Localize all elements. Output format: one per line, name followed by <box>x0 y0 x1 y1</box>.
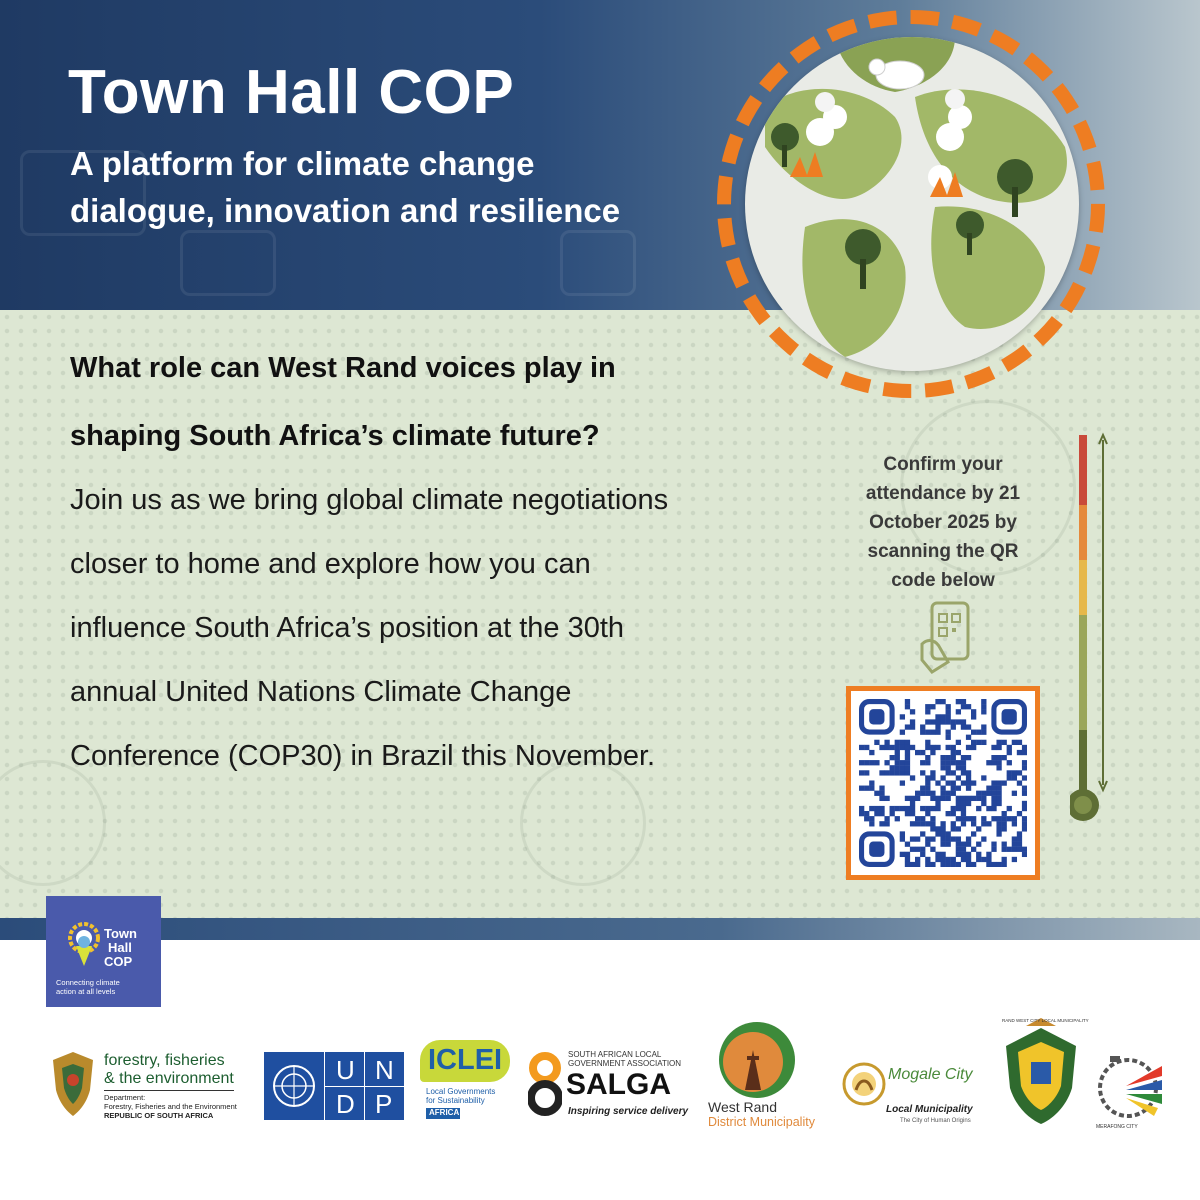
earth-illustration <box>745 37 1079 371</box>
question-line2: shaping South Africa’s climate future? <box>70 420 600 452</box>
undp-logo <box>264 1052 404 1120</box>
rand-west-ring-text: RAND WEST CITY LOCAL MUNICIPALITY <box>1002 1018 1089 1023</box>
qr-finder-pattern <box>862 702 893 733</box>
phone-scan-icon <box>918 600 974 676</box>
thermometer-icon <box>1070 430 1110 830</box>
logo-word-hall: Hall <box>108 940 132 955</box>
rsvp-instructions <box>848 450 1038 595</box>
page-subtitle-line2: dialogue, innovation and resilience <box>70 192 621 229</box>
rsvp-line-5: code below <box>891 570 995 591</box>
west-rand-name-line1: West Rand <box>708 1099 777 1115</box>
salga-top-line2: GOVERNMENT ASSOCIATION <box>568 1059 682 1068</box>
logo-tagline <box>56 978 151 996</box>
merafong-gear-icon <box>1096 1046 1166 1130</box>
un-emblem-icon <box>264 1052 324 1120</box>
logo-tagline-line2: action at all levels <box>56 987 116 996</box>
logo-word-town: Town <box>104 926 137 941</box>
west-rand-logo <box>704 1020 834 1130</box>
background-chart-icon <box>180 230 276 296</box>
undp-letter-p: P <box>375 1089 393 1119</box>
undp-letter-n: N <box>375 1055 394 1085</box>
west-rand-name-line2: District Municipality <box>708 1115 815 1129</box>
iclei-name: ICLEI <box>428 1044 503 1076</box>
rsvp-line-4: scanning the QR <box>867 541 1019 562</box>
mogale-tagline: The City of Human Origins <box>900 1118 971 1124</box>
undp-separator-v2 <box>364 1052 365 1120</box>
rand-west-crest-icon <box>996 1018 1086 1128</box>
salga-tagline: Inspiring service delivery <box>568 1106 689 1117</box>
logo-tagline-line1: Connecting climate <box>56 978 120 987</box>
rand-west-city-logo <box>996 1018 1089 1128</box>
body-line-2: closer to home and explore how you can <box>70 548 591 580</box>
dffe-name-line1: forestry, fisheries <box>104 1052 225 1069</box>
iclei-region: AFRICA <box>429 1108 460 1117</box>
iclei-logo <box>420 1040 512 1122</box>
background-document-icon <box>560 230 636 296</box>
body-line-1: Join us as we bring global climate negotiations <box>70 484 669 516</box>
undp-letter-u: U <box>336 1055 355 1085</box>
coat-of-arms-icon <box>48 1050 98 1120</box>
salga-eight-icon <box>528 1050 562 1118</box>
qr-code-pattern[interactable] <box>859 699 1027 867</box>
dffe-country: REPUBLIC OF SOUTH AFRICA <box>104 1111 214 1120</box>
merafong-city-logo <box>1096 1046 1166 1130</box>
town-hall-cop-logo <box>46 896 161 1007</box>
body-line-4: annual United Nations Climate Change <box>70 676 572 708</box>
divider-bar <box>0 918 1200 940</box>
logo-word-cop: COP <box>104 954 133 969</box>
salga-logo <box>528 1048 688 1122</box>
page-subtitle-line1: A platform for climate change <box>70 145 535 182</box>
question-line1: What role can West Rand voices play in <box>70 352 616 384</box>
background-gear-icon <box>0 760 106 886</box>
background-clock-icon <box>520 760 646 886</box>
iclei-tag-line2: for Sustainability <box>426 1096 485 1105</box>
merafong-ring-text: MERAFONG CITY <box>1096 1124 1138 1130</box>
rsvp-line-3: October 2025 by <box>869 512 1017 533</box>
iclei-tag-line1: Local Governments <box>426 1087 496 1096</box>
mogale-name: Mogale City <box>888 1066 973 1083</box>
mogale-subtitle: Local Municipality <box>886 1104 973 1115</box>
qr-finder-pattern <box>994 702 1025 733</box>
salga-top-line1: SOUTH AFRICAN LOCAL <box>568 1050 662 1059</box>
mogale-emblem-icon <box>842 1060 886 1110</box>
earth-continents-icon <box>745 37 1079 371</box>
qr-finder-pattern <box>862 834 893 865</box>
dffe-name-line2: & the environment <box>104 1070 234 1087</box>
dffe-divider <box>104 1090 234 1091</box>
qr-code[interactable] <box>846 686 1040 880</box>
dffe-logo <box>48 1050 248 1120</box>
dffe-dept-label: Department: <box>104 1093 146 1102</box>
page-title: Town Hall COP <box>68 58 515 127</box>
west-rand-emblem-icon <box>707 1020 807 1098</box>
dffe-dept-name: Forestry, Fisheries and the Environment <box>104 1102 237 1111</box>
body-line-5: Conference (COP30) in Brazil this November. <box>70 740 656 772</box>
body-line-3: influence South Africa’s position at the 30th <box>70 612 625 644</box>
undp-letter-d: D <box>336 1089 355 1119</box>
rsvp-line-2: attendance by 21 <box>865 483 1021 504</box>
salga-name: SALGA <box>566 1068 671 1101</box>
mogale-city-logo <box>842 1058 987 1128</box>
rsvp-line-1: Confirm your <box>883 454 1003 475</box>
